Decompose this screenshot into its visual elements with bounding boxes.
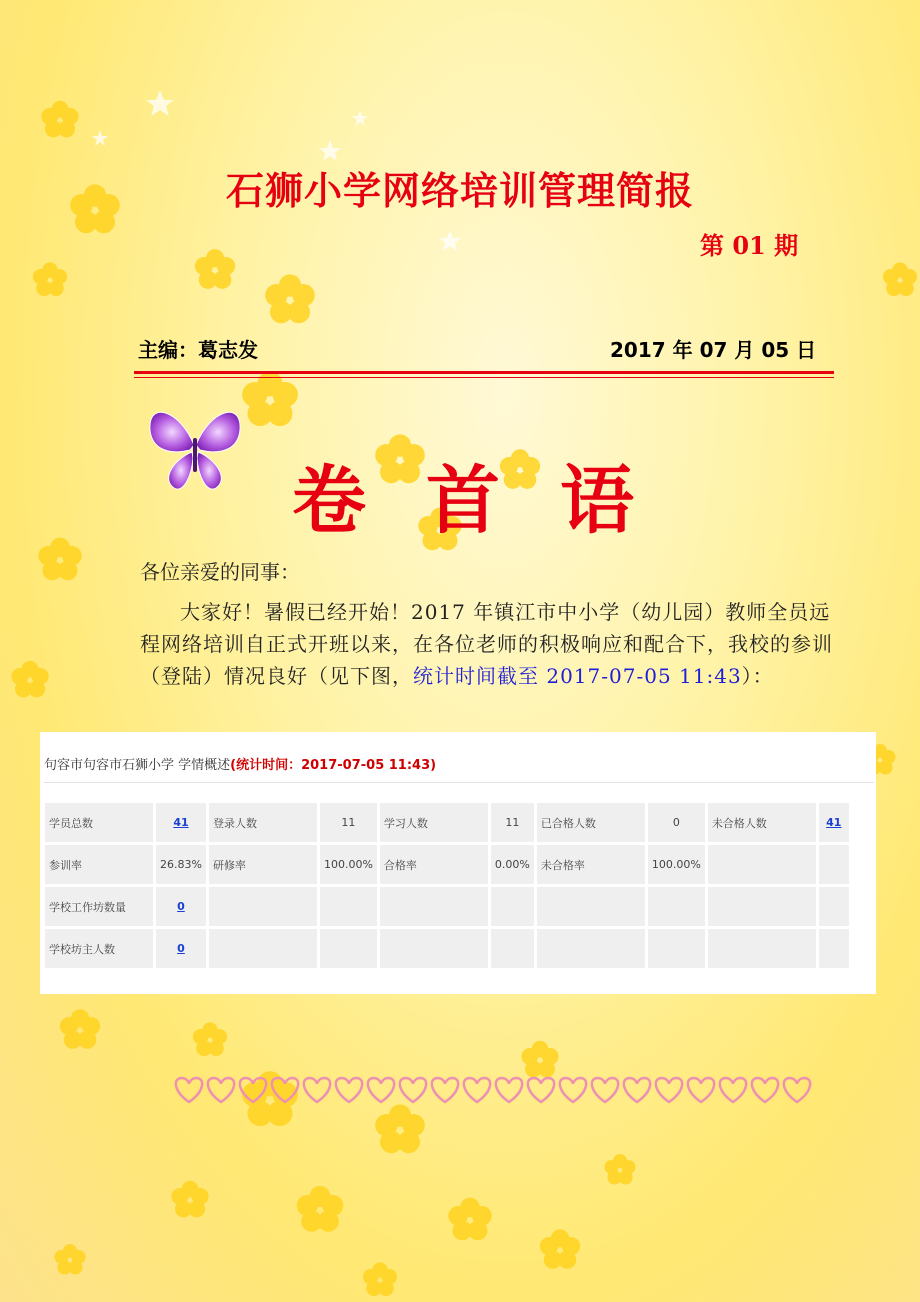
stats-table [42,800,852,971]
table-label-cell: 未合格人数 [708,803,816,842]
table-value-cell: 100.00% [648,845,705,884]
heart-icon [720,1078,746,1102]
heart-icon [336,1078,362,1102]
table-label-cell: 学员总数 [45,803,153,842]
heart-icon [272,1078,298,1102]
heart-icon [560,1078,586,1102]
table-value-cell: 0.00% [491,845,534,884]
table-label-cell [708,845,816,884]
table-label-cell [708,929,816,968]
heart-icon [752,1078,778,1102]
heart-icon [656,1078,682,1102]
intro-paragraph [140,596,850,692]
header-rule-thin [134,377,834,378]
butterfly-icon [140,400,250,495]
table-label-cell: 合格率 [380,845,488,884]
table-value-cell: 0 [648,803,705,842]
table-label-cell: 登录人数 [209,803,317,842]
table-value-cell [320,887,377,926]
table-value-cell [491,929,534,968]
heart-icon [240,1078,266,1102]
heart-icon [368,1078,394,1102]
table-label-cell: 研修率 [209,845,317,884]
table-value-cell [819,845,849,884]
salutation: 各位亲爱的同事： [140,560,300,584]
table-label-cell: 参训率 [45,845,153,884]
table-value-cell [156,803,206,842]
publication-date: 2017 年 07 月 05 日 [610,338,817,362]
count-link[interactable]: 0 [177,900,185,913]
heart-border-decoration [170,1072,830,1108]
heart-icon [176,1078,202,1102]
heart-icon [304,1078,330,1102]
table-label-cell: 学习人数 [380,803,488,842]
table-value-cell: 100.00% [320,845,377,884]
section-heading: 卷首语 [292,458,694,544]
table-label-cell: 已合格人数 [537,803,645,842]
table-value-cell [320,929,377,968]
heart-icon [688,1078,714,1102]
table-value-cell [648,887,705,926]
table-label-cell: 学校工作坊数量 [45,887,153,926]
heart-icon [528,1078,554,1102]
table-label-cell: 学校坊主人数 [45,929,153,968]
table-label-cell: 未合格率 [537,845,645,884]
heart-icon [464,1078,490,1102]
stats-time-highlight: 统计时间截至 2017-07-05 11:43 [413,664,742,688]
table-label-cell [209,929,317,968]
table-value-cell [819,887,849,926]
table-row [45,929,849,968]
table-row [45,845,849,884]
table-label-cell [537,929,645,968]
table-value-cell [819,803,849,842]
heart-icon [400,1078,426,1102]
table-row [45,803,849,842]
table-label-cell [708,887,816,926]
table-value-cell [156,887,206,926]
table-label-cell [380,929,488,968]
heart-icon [208,1078,234,1102]
stats-panel-time: (统计时间：2017-07-05 11:43) [230,758,437,773]
table-row [45,887,849,926]
heart-icon [592,1078,618,1102]
table-value-cell: 26.83% [156,845,206,884]
count-link[interactable]: 41 [173,816,189,829]
table-value-cell: 11 [320,803,377,842]
newsletter-title: 石狮小学网络培训管理简报 [225,168,694,213]
table-value-cell: 11 [491,803,534,842]
count-link[interactable]: 41 [826,816,842,829]
table-value-cell [648,929,705,968]
header-rule-thick [134,371,834,374]
divider [44,782,874,783]
heart-icon [624,1078,650,1102]
table-label-cell [209,887,317,926]
stats-panel [40,732,876,994]
table-label-cell [380,887,488,926]
count-link[interactable]: 0 [177,942,185,955]
issue-number: 第 01 期 [700,231,799,260]
table-value-cell [819,929,849,968]
heart-icon [784,1078,810,1102]
heart-icon [496,1078,522,1102]
paragraph-end: ）： [741,664,774,688]
table-value-cell [156,929,206,968]
paragraph-text: 大家好！暑假已经开始！2017 年镇江市中小学（幼儿园）教师全员远程网络培训自正式开班以来，在各位老师的积极响应和配合下，我校的参训（登陆）情况良好（见下图， [140,600,833,688]
table-label-cell [537,887,645,926]
stats-panel-school: 句容市句容市石狮小学 学情概述 [44,758,231,773]
heart-icon [432,1078,458,1102]
table-value-cell [491,887,534,926]
editor-line: 主编：葛志发 [138,338,258,362]
stats-panel-header [44,754,436,773]
